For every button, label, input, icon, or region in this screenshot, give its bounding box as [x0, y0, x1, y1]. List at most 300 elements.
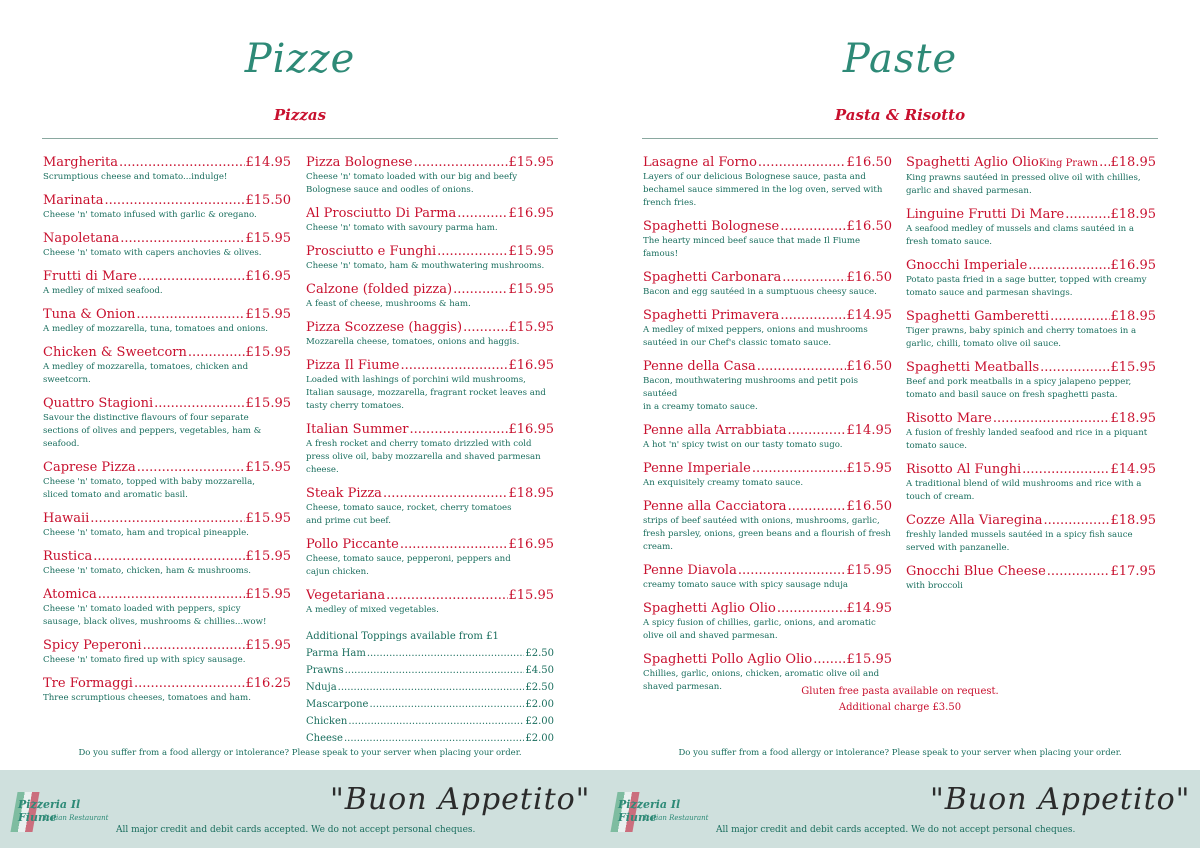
menu-item-name: Penne alla Cacciatora — [643, 499, 787, 514]
menu-item-description: Cheese 'n' tomato loaded with peppers, spicy — [43, 604, 241, 614]
topping-price: £2.00 — [525, 699, 554, 710]
restaurant-logo — [14, 792, 110, 836]
gluten-line-2: Additional charge £3.50 — [838, 702, 962, 713]
menu-item-extra: King Prawn — [1038, 158, 1099, 169]
dot-leader — [344, 730, 524, 747]
menu-item-name: Cozze Alla Viaregina — [906, 513, 1043, 528]
pizzas-subtitle: Pizzas — [273, 106, 327, 124]
dot-leader — [1050, 309, 1109, 325]
menu-item-description: sautéed in our Chef's classic tomato sauce. — [643, 338, 832, 348]
menu-item-line — [306, 486, 554, 502]
menu-item-line — [306, 282, 554, 298]
menu-item-line — [43, 460, 291, 476]
dot-leader — [993, 411, 1110, 427]
dot-leader — [457, 206, 507, 222]
topping-line — [306, 662, 554, 679]
dot-leader — [782, 270, 845, 286]
menu-item-line — [306, 155, 554, 171]
menu-item — [906, 360, 1156, 402]
menu-item-description: Bolognese sauce and oodles of onions. — [306, 185, 474, 195]
dot-leader — [143, 638, 245, 654]
menu-item-price: £15.95 — [245, 396, 291, 411]
menu-item-description: A medley of mozzarella, tuna, tomatoes and onions. — [43, 324, 269, 334]
menu-item-name: Chicken & Sweetcorn — [43, 345, 187, 360]
menu-item-description: A feast of cheese, mushrooms & ham. — [306, 299, 471, 309]
menu-item — [306, 486, 554, 528]
menu-item-price: £17.95 — [1110, 564, 1156, 579]
menu-item-line — [306, 244, 554, 260]
menu-item-description: Three scrumptious cheeses, tomatoes and ham. — [43, 693, 251, 703]
dot-leader — [338, 679, 525, 696]
menu-item-name: Calzone (folded pizza) — [306, 282, 453, 297]
menu-item-description: tomato sauce and parmesan shavings. — [906, 288, 1073, 298]
dot-leader — [780, 308, 845, 324]
toppings-title: Additional Toppings available from £1 — [306, 631, 499, 642]
menu-item — [43, 511, 291, 540]
menu-item-description: Mozzarella cheese, tomatoes, onions and haggis. — [306, 337, 520, 347]
menu-item-line — [643, 219, 892, 235]
menu-item-name: Steak Pizza — [306, 486, 382, 501]
menu-item-description: Cheese 'n' tomato infused with garlic & oregano. — [43, 210, 257, 220]
menu-item-price: £15.95 — [245, 587, 291, 602]
menu-item-name: Quattro Stagioni — [43, 396, 154, 411]
menu-item-price: £14.95 — [846, 601, 892, 616]
dot-leader — [1065, 207, 1109, 223]
menu-item-name: Spicy Peperoni — [43, 638, 142, 653]
dot-leader — [1099, 155, 1109, 171]
menu-item-price: £18.95 — [1110, 411, 1156, 426]
menu-item-description: King prawns sautéed in pressed olive oil with chillies, — [906, 173, 1141, 183]
menu-item-description: The hearty minced beef sauce that made Il Fiume famous! — [643, 236, 861, 259]
menu-item-description: Bacon and egg sautéed in a sumptuous cheesy sauce. — [643, 287, 877, 297]
menu-item-description: A fresh rocket and cherry tomato drizzled with cold — [306, 439, 532, 449]
menu-item — [43, 307, 291, 336]
menu-item — [906, 155, 1156, 198]
menu-item — [306, 320, 554, 349]
menu-item-name: Pizza Il Fiume — [306, 358, 400, 373]
menu-item-line — [643, 308, 892, 324]
dot-leader — [369, 696, 524, 713]
menu-item-name: Italian Summer — [306, 422, 409, 437]
menu-item-line — [906, 513, 1156, 529]
menu-item — [643, 563, 892, 592]
menu-item-name: Gnocchi Blue Cheese — [906, 564, 1046, 579]
menu-item — [906, 564, 1156, 593]
menu-item-line — [43, 345, 291, 361]
menu-item — [43, 193, 291, 222]
menu-item-name: Frutti di Mare — [43, 269, 137, 284]
menu-item-price: £14.95 — [245, 155, 291, 170]
menu-item-name: Pizza Scozzese (haggis) — [306, 320, 463, 335]
menu-item-price: £18.95 — [1110, 207, 1156, 222]
dot-leader — [105, 193, 245, 209]
dot-leader — [463, 320, 507, 336]
menu-item-description: Cheese 'n' tomato with savoury parma ham. — [306, 223, 498, 233]
dot-leader — [813, 652, 845, 668]
menu-item-price: £18.95 — [1110, 513, 1156, 528]
menu-item-line — [906, 207, 1156, 223]
menu-item — [906, 462, 1156, 504]
menu-item-description: garlic, chilli, tomato olive oil sauce. — [906, 339, 1062, 349]
menu-item-name: Pizza Bolognese — [306, 155, 413, 170]
menu-item-description: shaved parmesan. — [643, 682, 723, 692]
menu-item-name: Tre Formaggi — [43, 676, 133, 691]
topping-name: Mascarpone — [306, 699, 369, 710]
topping-line — [306, 730, 554, 747]
menu-item-description: A medley of mixed seafood. — [43, 286, 163, 296]
menu-item-description: tomato and basil sauce on fresh spaghetti pasta. — [906, 390, 1118, 400]
menu-item-price: £16.50 — [846, 155, 892, 170]
menu-item-description: Savour the distinctive flavours of four separate — [43, 413, 249, 423]
menu-item-line — [906, 564, 1156, 580]
dot-leader — [90, 511, 244, 527]
menu-item-description: Cheese 'n' tomato fired up with spicy sausage. — [43, 655, 246, 665]
logo-title: Pizzeria Il Fiume — [618, 798, 681, 824]
topping-price: £2.00 — [525, 733, 554, 744]
menu-item — [306, 537, 554, 579]
menu-item — [906, 258, 1156, 300]
menu-item-description: Tiger prawns, baby spinich and cherry tomatoes in a — [906, 326, 1137, 336]
menu-item-line — [643, 601, 892, 617]
menu-item-line — [306, 537, 554, 553]
dot-leader — [137, 460, 245, 476]
menu-item-price: £16.95 — [508, 422, 554, 437]
menu-item-price: £14.95 — [1110, 462, 1156, 477]
menu-item — [43, 396, 291, 451]
topping-name: Parma Ham — [306, 648, 366, 659]
payment-note: All major credit and debit cards accepted. We do not accept personal cheques. — [716, 825, 1076, 835]
menu-item-name: Vegetariana — [306, 588, 386, 603]
menu-item-description: Cheese, tomato sauce, rocket, cherry tomatoes — [306, 503, 512, 513]
menu-item-description: Chillies, garlic, onions, chicken, aromatic olive oil and — [643, 669, 880, 679]
menu-item-description: french fries. — [643, 198, 697, 208]
dot-leader — [414, 155, 508, 171]
menu-item — [43, 345, 291, 387]
menu-item-line — [906, 309, 1156, 325]
menu-item-description: garlic and shaved parmesan. — [906, 186, 1032, 196]
menu-item-price: £15.95 — [846, 461, 892, 476]
menu-item-description: Cheese 'n' tomato loaded with our big and beefy — [306, 172, 518, 182]
allergy-note: Do you suffer from a food allergy or intolerance? Please speak to your server when placing your order. — [678, 748, 1122, 758]
menu-item-description: Layers of our delicious Bolognese sauce, pasta and — [643, 172, 866, 182]
menu-item-price: £15.95 — [508, 282, 554, 297]
menu-item-line — [643, 563, 892, 579]
menu-item-description: Cheese 'n' tomato, chicken, ham & mushrooms. — [43, 566, 251, 576]
menu-item-line — [43, 587, 291, 603]
pizza-divider — [42, 138, 558, 139]
menu-item-price: £14.95 — [846, 308, 892, 323]
menu-item-price: £16.50 — [846, 219, 892, 234]
menu-item-description: strips of beef sautéed with onions, mushrooms, garlic, — [643, 516, 880, 526]
dot-leader — [788, 499, 846, 515]
menu-item-description: Cheese 'n' tomato with capers anchovies & olives. — [43, 248, 262, 258]
buon-appetito: "Buon Appetito" — [330, 782, 591, 817]
dot-leader — [400, 537, 508, 553]
menu-item-name: Margherita — [43, 155, 119, 170]
menu-item-name: Napoletana — [43, 231, 120, 246]
menu-item — [906, 207, 1156, 249]
dot-leader — [1022, 462, 1109, 478]
dot-leader — [136, 307, 244, 323]
menu-item — [906, 513, 1156, 555]
menu-item-price: £15.95 — [245, 549, 291, 564]
menu-item-name: Hawaii — [43, 511, 90, 526]
paste-script-title: Paste — [842, 36, 958, 82]
dot-leader — [386, 588, 507, 604]
topping-line — [306, 713, 554, 730]
menu-item-name: Rustica — [43, 549, 93, 564]
footer-bar — [0, 770, 600, 848]
menu-item-price: £15.95 — [508, 244, 554, 259]
menu-item — [306, 422, 554, 477]
menu-item-description: olive oil and shaved parmesan. — [643, 631, 778, 641]
menu-item-description: Cheese, tomato sauce, pepperoni, peppers and — [306, 554, 511, 564]
menu-item-name: Linguine Frutti Di Mare — [906, 207, 1065, 222]
menu-item-line — [306, 320, 554, 336]
payment-note: All major credit and debit cards accepted. We do not accept personal cheques. — [116, 825, 476, 835]
menu-item-description: fresh tomato sauce. — [906, 237, 993, 247]
menu-item-description: Cheese 'n' tomato, ham & mouthwatering mushrooms. — [306, 261, 545, 271]
menu-item-name: Penne della Casa — [643, 359, 756, 374]
menu-item-name: Spaghetti Gamberetti — [906, 309, 1050, 324]
menu-item-line — [306, 358, 554, 374]
menu-item-name: Lasagne al Forno — [643, 155, 757, 170]
menu-item-price: £15.95 — [1110, 360, 1156, 375]
topping-name: Chicken — [306, 716, 348, 727]
menu-item-price: £15.95 — [245, 231, 291, 246]
topping-price: £2.50 — [525, 682, 554, 693]
menu-item-name: Prosciutto e Funghi — [306, 244, 437, 259]
menu-item-price: £16.95 — [1110, 258, 1156, 273]
menu-item-description: A hot 'n' spicy twist on our tasty tomato sugo. — [643, 440, 843, 450]
menu-item — [643, 423, 892, 452]
gluten-note — [700, 684, 1100, 716]
menu-item-line — [643, 499, 892, 515]
menu-item-description: Cheese 'n' tomato, topped with baby mozzarella, — [43, 477, 256, 487]
menu-item-name: Spaghetti Aglio Olio — [906, 155, 1039, 170]
topping-name: Prawns — [306, 665, 344, 676]
menu-item-name: Pollo Piccante — [306, 537, 399, 552]
menu-item-price: £15.95 — [508, 320, 554, 335]
menu-item-name: Atomica — [43, 587, 97, 602]
menu-item-line — [43, 269, 291, 285]
dot-leader — [119, 155, 244, 171]
dot-leader — [348, 713, 524, 730]
menu-item — [43, 155, 291, 184]
menu-item-name: Spaghetti Aglio Olio — [643, 601, 776, 616]
menu-item-name: Tuna & Onion — [43, 307, 136, 322]
menu-item-line — [906, 155, 1156, 172]
menu-item-description: Beef and pork meatballs in a spicy jalapeno pepper, — [906, 377, 1132, 387]
menu-item — [306, 358, 554, 413]
menu-item — [643, 270, 892, 299]
topping-price: £2.00 — [525, 716, 554, 727]
menu-item-line — [906, 258, 1156, 274]
menu-item-description: A traditional blend of wild mushrooms and rice with a — [906, 479, 1142, 489]
dot-leader — [437, 244, 507, 260]
menu-item — [906, 309, 1156, 351]
menu-item-description: sliced tomato and aromatic basil. — [43, 490, 188, 500]
menu-item-description: freshly landed mussels sautéed in a spicy fish sauce — [906, 530, 1133, 540]
menu-item-description: Loaded with lashings of porchini wild mushrooms, — [306, 375, 526, 385]
dot-leader — [752, 461, 846, 477]
dot-leader — [120, 231, 244, 247]
topping-line — [306, 696, 554, 713]
menu-item-name: Gnocchi Imperiale — [906, 258, 1028, 273]
dot-leader — [400, 358, 507, 374]
menu-item-price: £14.95 — [846, 423, 892, 438]
menu-item-line — [643, 423, 892, 439]
dot-leader — [758, 155, 846, 171]
menu-item-price: £18.95 — [1110, 155, 1156, 170]
menu-item — [43, 638, 291, 667]
menu-item-price: £16.50 — [846, 499, 892, 514]
topping-name: Cheese — [306, 733, 343, 744]
menu-item-description: A fusion of freshly landed seafood and rice in a piquant — [906, 428, 1148, 438]
menu-item-name: Penne alla Arrabbiata — [643, 423, 787, 438]
menu-item-description: in a creamy tomato sauce. — [643, 402, 758, 412]
menu-item-name: Penne Imperiale — [643, 461, 751, 476]
menu-item-name: Marinata — [43, 193, 104, 208]
topping-price: £4.50 — [525, 665, 554, 676]
menu-item — [643, 359, 892, 414]
menu-item-description: cream. — [643, 542, 674, 552]
menu-item — [43, 460, 291, 502]
menu-item-line — [43, 231, 291, 247]
logo-subtitle: Italian Restaurant — [44, 814, 109, 822]
dot-leader — [134, 676, 245, 692]
menu-item — [643, 499, 892, 554]
toppings-list — [306, 645, 554, 747]
pasta-column-2 — [906, 155, 1156, 602]
menu-item-line — [43, 155, 291, 171]
footer-bar — [600, 770, 1200, 848]
pasta-subtitle: Pasta & Risotto — [834, 106, 966, 124]
dot-leader — [93, 549, 244, 565]
menu-item-line — [43, 511, 291, 527]
menu-item — [43, 587, 291, 629]
menu-item-description: An exquisitely creamy tomato sauce. — [643, 478, 804, 488]
menu-item-description: sausage, black olives, mushrooms & chillies...wow! — [43, 617, 267, 627]
restaurant-logo — [614, 792, 710, 836]
menu-item-price: £16.25 — [245, 676, 291, 691]
menu-item-description: with broccoli — [906, 581, 963, 591]
menu-item-line — [643, 359, 892, 375]
allergy-note: Do you suffer from a food allergy or intolerance? Please speak to your server when placing your order. — [78, 748, 522, 758]
dot-leader — [777, 601, 846, 617]
menu-item-description: Scrumptious cheese and tomato...indulge! — [43, 172, 228, 182]
menu-item-name: Caprese Pizza — [43, 460, 136, 475]
menu-item-line — [43, 396, 291, 412]
menu-item-description: A medley of mixed vegetables. — [306, 605, 439, 615]
menu-item-description: Cheese 'n' tomato, ham and tropical pineapple. — [43, 528, 249, 538]
menu-item-description: Italian sausage, mozzarella, fragrant rocket leaves and — [306, 388, 546, 398]
topping-line — [306, 679, 554, 696]
menu-item-line — [306, 588, 554, 604]
menu-item — [43, 269, 291, 298]
menu-item-price: £15.95 — [245, 460, 291, 475]
menu-item-description: press olive oil, baby mozzarella and shaved parmesan — [306, 452, 541, 462]
dot-leader — [188, 345, 245, 361]
menu-item-description: sections of olives and peppers, vegetables, ham & seafood. — [43, 426, 262, 449]
dot-leader — [787, 423, 845, 439]
menu-item — [306, 282, 554, 311]
menu-item — [643, 155, 892, 210]
menu-item-line — [306, 422, 554, 438]
menu-item — [306, 206, 554, 235]
menu-item-line — [43, 193, 291, 209]
menu-item — [43, 231, 291, 260]
menu-item-description: and prime cut beef. — [306, 516, 392, 526]
menu-item-description: bechamel sauce simmered in the log oven, served with — [643, 185, 883, 195]
menu-item-description: cajun chicken. — [306, 567, 369, 577]
menu-item-price: £15.95 — [245, 345, 291, 360]
menu-item — [43, 676, 291, 705]
menu-item-line — [643, 652, 892, 668]
menu-item-price: £16.95 — [508, 358, 554, 373]
logo-title: Pizzeria Il Fiume — [18, 798, 81, 824]
menu-item-price: £15.95 — [245, 511, 291, 526]
menu-item-line — [906, 411, 1156, 427]
menu-item — [643, 308, 892, 350]
menu-item-line — [643, 270, 892, 286]
menu-item-line — [43, 307, 291, 323]
menu-item — [643, 219, 892, 261]
menu-item-price: £18.95 — [508, 486, 554, 501]
topping-line — [306, 645, 554, 662]
dot-leader — [98, 587, 245, 603]
menu-item-description: A seafood medley of mussels and clams sautéed in a — [906, 224, 1134, 234]
menu-item-description: creamy tomato sauce with spicy sausage nduja — [643, 580, 848, 590]
dot-leader — [1028, 258, 1109, 274]
menu-item — [643, 461, 892, 490]
buon-appetito: "Buon Appetito" — [930, 782, 1191, 817]
menu-item-price: £16.95 — [508, 537, 554, 552]
menu-item-line — [306, 206, 554, 222]
menu-item — [43, 549, 291, 578]
menu-item-description: served with panzanelle. — [906, 543, 1010, 553]
pizza-column-2 — [306, 155, 554, 747]
menu-item-price: £16.50 — [846, 359, 892, 374]
menu-item-name: Spaghetti Carbonara — [643, 270, 782, 285]
menu-item-price: £15.50 — [245, 193, 291, 208]
dot-leader — [757, 359, 846, 375]
menu-item-price: £15.95 — [508, 155, 554, 170]
menu-item-line — [906, 360, 1156, 376]
topping-price: £2.50 — [525, 648, 554, 659]
menu-item-name: Spaghetti Pollo Aglio Olio — [643, 652, 813, 667]
menu-item-price: £15.95 — [245, 307, 291, 322]
menu-item-description: tomato sauce. — [906, 441, 967, 451]
dot-leader — [1047, 564, 1110, 580]
menu-item-price: £16.50 — [846, 270, 892, 285]
menu-item-name: Risotto Al Funghi — [906, 462, 1022, 477]
dot-leader — [453, 282, 507, 298]
menu-item-price: £15.95 — [245, 638, 291, 653]
menu-item-name: Al Prosciutto Di Parma — [306, 206, 457, 221]
menu-item-line — [43, 638, 291, 654]
dot-leader — [345, 662, 525, 679]
pizze-script-title: Pizze — [244, 36, 356, 82]
menu-item-description: Potato pasta fried in a sage butter, topped with creamy — [906, 275, 1147, 285]
menu-item-line — [43, 676, 291, 692]
menu-item-description: touch of cream. — [906, 492, 975, 502]
menu-item-description: cheese. — [306, 465, 339, 475]
menu-item — [306, 244, 554, 273]
menu-item-price: £16.95 — [508, 206, 554, 221]
dot-leader — [138, 269, 245, 285]
menu-item-description: tasty cherry tomatoes. — [306, 401, 405, 411]
